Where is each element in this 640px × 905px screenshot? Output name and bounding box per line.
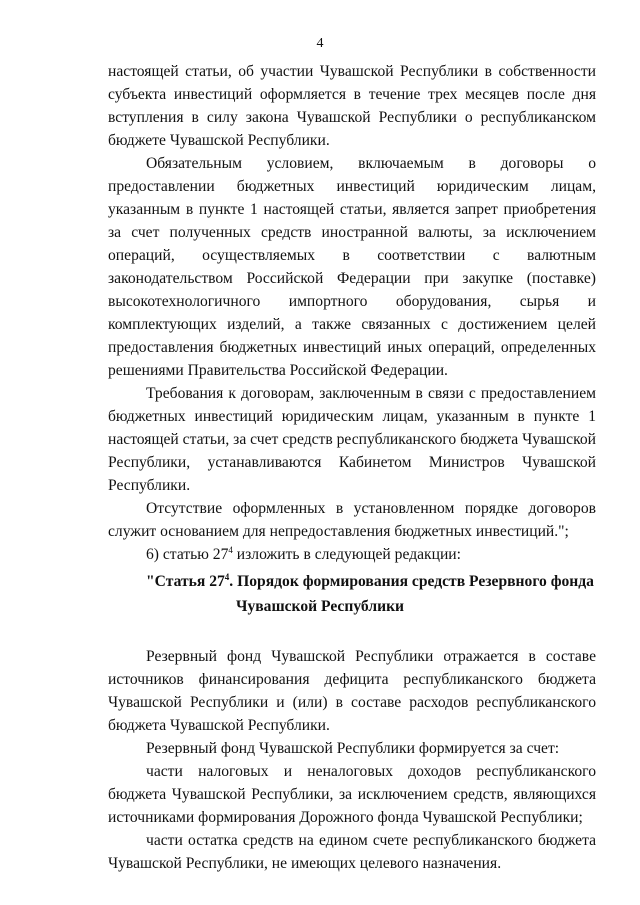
paragraph-account-balance: части остатка средств на едином счете республиканского бюджета Чувашской Республики, не имеющих целевого назначения. [108,832,596,872]
paragraph-tax-revenues: части налоговых и неналоговых доходов республиканского бюджета Чувашской Республики, за исключением средств, являющихся источниками формирования Дорожного фонда Чувашской Республики; [108,763,596,826]
section-gap [108,619,596,645]
article-heading-superscript: 4 [224,572,230,582]
paragraph-reserve-fund-sources: Резервный фонд Чувашской Республики формируется за счет: [146,740,560,757]
amendment-item-text: 6) статью 27 [146,546,229,563]
article-heading-title: . Порядок формирования средств Резервного фонда [229,573,594,590]
document-body [108,60,596,875]
page-number: 4 [316,36,324,51]
article-heading-prefix: "Статья 27 [146,573,225,590]
amendment-item-superscript: 4 [228,545,233,555]
paragraph-continuation: настоящей статьи, об участии Чувашской Республики в собственности субъекта инвестиций оформляется в течение трех месяцев после дня вступления в силу закона Чувашской Республики о республиканском бюджете Чувашской Республики. [108,63,596,149]
paragraph-reserve-fund-reflection: Резервный фонд Чувашской Республики отражается в составе источников финансирования дефицита республиканского бюджета Чувашской Республики и (или) в составе расходов республиканского бюджета Чувашской Республики. [108,648,596,734]
article-heading [108,569,596,619]
paragraph-contract-requirements: Требования к договорам, заключенным в связи с предоставлением бюджетных инвестиций юридическим лицам, указанным в пункте 1 настоящей статьи, за счет средств республиканского бюджета Чувашской Республики, устанавливаются Кабинетом Министров Чувашской Республики. [108,385,596,494]
amendment-item-text-end: изложить в следующей редакции: [232,546,461,563]
paragraph-absence-of-contracts: Отсутствие оформленных в установленном порядке договоров служит основанием для непредоставления бюджетных инвестиций."; [108,500,596,540]
paragraph-currency-restriction: Обязательным условием, включаемым в договоры о предоставлении бюджетных инвестиций юридическим лицам, указанным в пункте 1 настоящей статьи, является запрет приобретения за счет полученных средств иностранной валюты, за исключением операций, осуществляемых в соответствии с валютным законодательством Российской Федерации при закупке (поставке) высокотехнологичного импортного оборудования, сырья и комплектующих изделий, а также связанных с достижением целей предоставления бюджетных инвестиций иных операций, определенных решениями Правительства Российской Федерации. [108,155,596,379]
article-heading-line2: Чувашской Республики [236,598,405,615]
amendment-item [108,543,596,566]
